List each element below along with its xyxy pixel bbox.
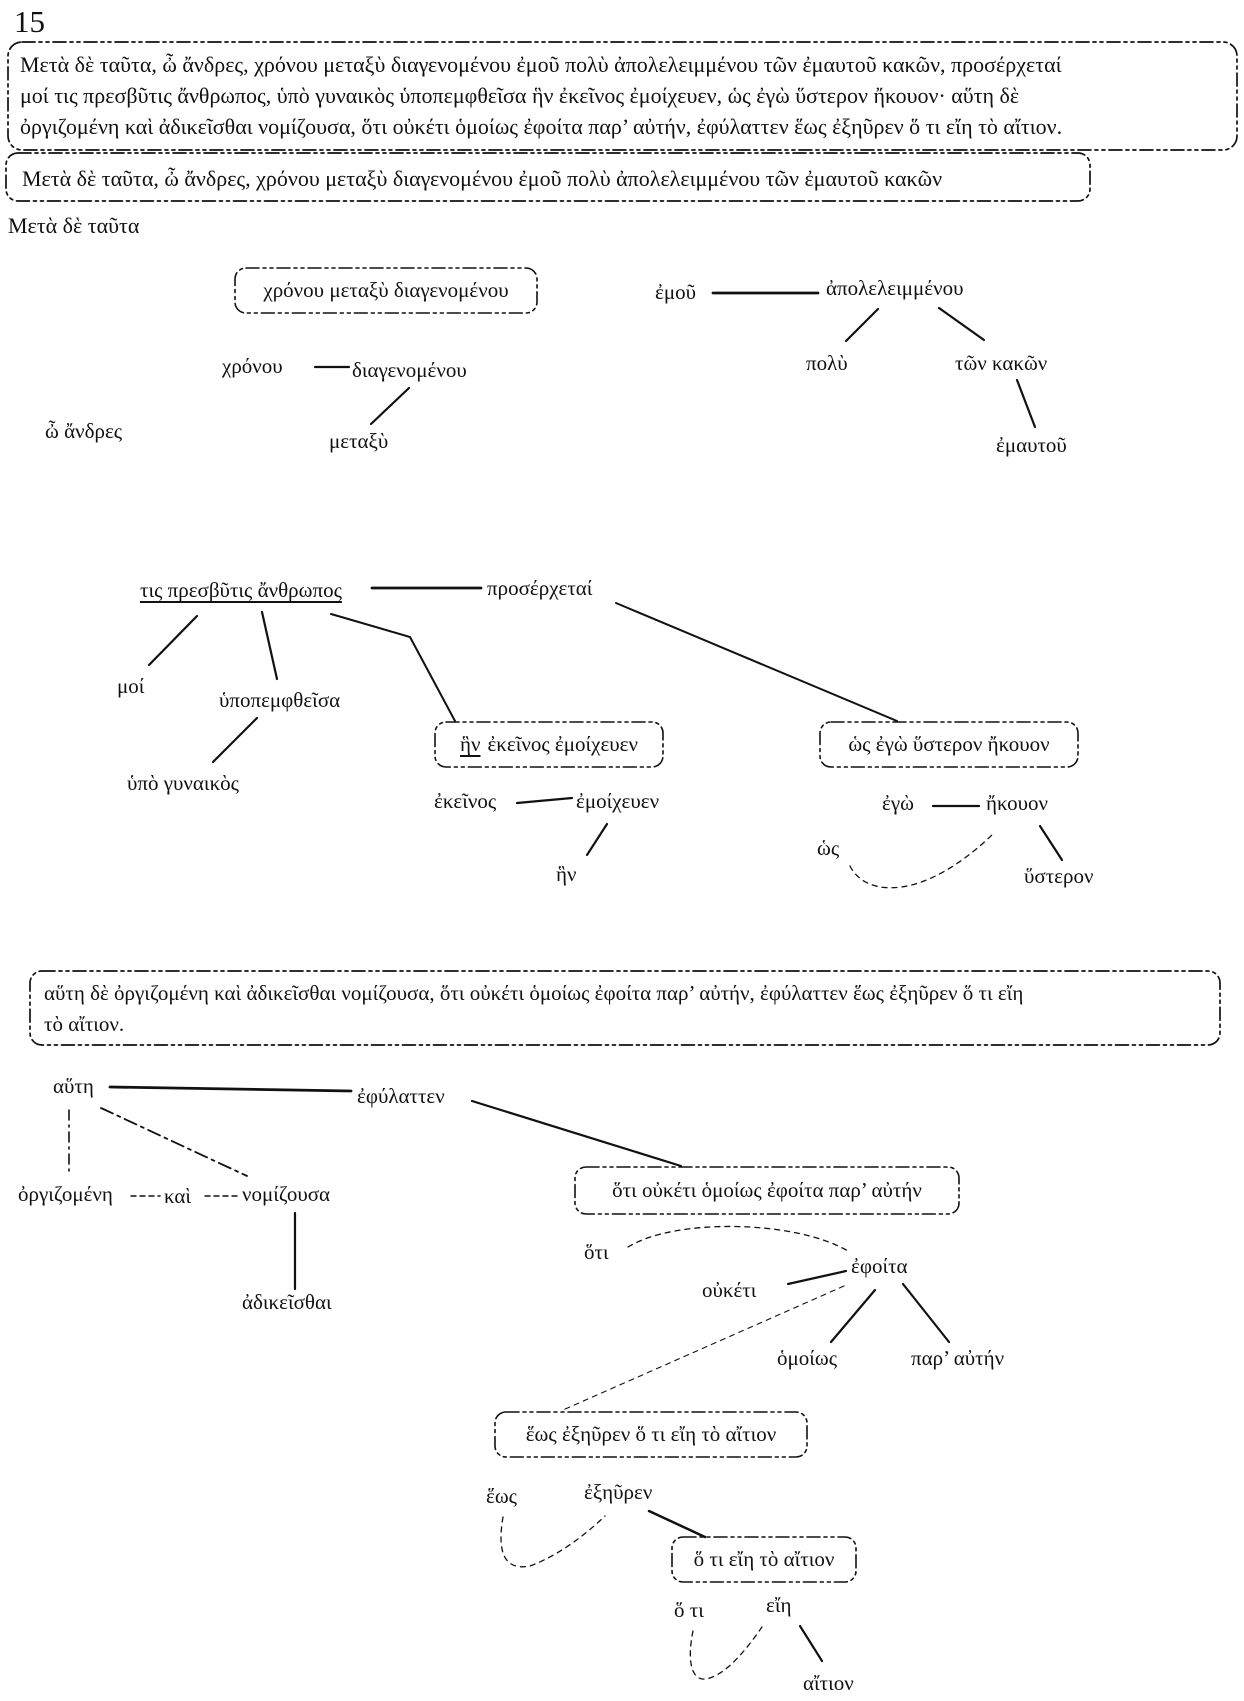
- full-text-line-1: Μετὰ δὲ ταῦτα, ὦ ἄνδρες, χρόνου μεταξὺ διαγενομένου ἐμοῦ πολὺ ἀπολελειμμένου τῶν ἐμαυτοῦ κακῶν, προσέρχεταί: [20, 52, 1062, 77]
- line-presbutis-hupopemphtheisa: [262, 612, 277, 679]
- node-hoti: ὅτι: [584, 1240, 609, 1264]
- line-apoleleimmenou-polu: [846, 309, 878, 341]
- line-exeuren-ho-ti-box: [649, 1511, 705, 1537]
- node-hupopemphtheisa: ὑποπεμφθεῖσα: [219, 688, 341, 712]
- line-haute-ephulatten: [110, 1087, 351, 1091]
- node-eie: εἴη: [766, 1593, 792, 1617]
- node-o-andres: ὦ ἄνδρες: [45, 419, 123, 443]
- node-diagenomenou: διαγενομένου: [352, 358, 467, 382]
- node-ouketi: οὐκέτι: [702, 1278, 757, 1302]
- line-anthropos-hen-box: [331, 614, 455, 721]
- line-kakon-emautou: [1017, 380, 1035, 427]
- node-emou: ἐμοῦ: [655, 280, 696, 304]
- line-hupopemphtheisa-gunaikos: [213, 718, 257, 762]
- node-hen-clause: [435, 722, 663, 767]
- line-proserchetai-hos-box: [616, 603, 897, 721]
- line-emoicheuen-hen: [587, 824, 607, 855]
- node-nomizousa: νομίζουσα: [242, 1182, 331, 1206]
- node-ephoita: ἐφοίτα: [851, 1254, 908, 1278]
- node-ton-kakon: τῶν κακῶν: [955, 351, 1048, 375]
- page-number: 15: [14, 4, 45, 39]
- node-polu: πολὺ: [806, 351, 848, 375]
- node-ephulatten: ἐφύλαττεν: [357, 1084, 445, 1108]
- clause1-text: Μετὰ δὲ ταῦτα, ὦ ἄνδρες, χρόνου μεταξὺ διαγενομένου ἐμοῦ πολὺ ἀπολελειμμένου τῶν ἐμαυτοῦ κακῶν: [22, 166, 943, 191]
- node-exeuren: ἐξηῦρεν: [584, 1480, 653, 1504]
- node-kai: καὶ: [164, 1184, 192, 1208]
- node-chronou-phrase: χρόνου μεταξὺ διαγενομένου: [263, 278, 509, 302]
- curve-hos-ekouon: [850, 832, 995, 888]
- line-ekeinos-emoicheuen: [517, 798, 572, 803]
- clause3-line-1: αὕτη δὲ ὀργιζομένη καὶ ἀδικεῖσθαι νομίζουσα, ὅτι οὐκέτι ὁμοίως ἐφοίτα παρ’ αὐτήν, ἐφύλαττεν ἕως ἐξηῦρεν ὅ τι εἴη: [44, 981, 1024, 1005]
- dashdot-haute-nomizousa: [101, 1108, 247, 1176]
- node-emoicheuen: ἐμοίχευεν: [576, 789, 660, 813]
- node-ekouon: ἤκουον: [986, 791, 1048, 815]
- line-eie-aition: [800, 1626, 822, 1661]
- clause3-line-2: τὸ αἴτιον.: [44, 1012, 125, 1036]
- node-husteron: ὕστερον: [1024, 864, 1094, 888]
- curve-heos-exeuren: [501, 1516, 605, 1567]
- line-ekouon-husteron: [1040, 826, 1062, 860]
- curve-ho-ti-eie: [690, 1627, 762, 1679]
- node-ekeinos: ἐκεῖνος: [434, 789, 497, 813]
- full-text-line-3: ὀργιζομένη καὶ ἀδικεῖσθαι νομίζουσα, ὅτι οὐκέτι ὁμοίως ἐφοίτα παρ’ αὐτήν, ἐφύλαττεν ἕως ἐξηῦρεν ὅ τι εἴη τὸ αἴτιον.: [20, 114, 1063, 139]
- node-emautou: ἐμαυτοῦ: [996, 433, 1067, 457]
- line-diagenomenou-metaxu: [371, 388, 409, 424]
- node-homoios: ὁμοίως: [777, 1346, 838, 1370]
- node-haute: αὕτη: [53, 1074, 94, 1098]
- line-ephulatten-hoti-box: [472, 1101, 681, 1166]
- node-heos-clause: ἕως ἐξηῦρεν ὅ τι εἴη τὸ αἴτιον: [525, 1422, 777, 1446]
- node-heos: ἕως: [486, 1484, 517, 1508]
- node-chronou: χρόνου: [222, 354, 283, 378]
- node-hupo-gunaikos: ὑπὸ γυναικὸς: [127, 771, 239, 795]
- node-ho-ti-clause: ὅ τι εἴη τὸ αἴτιον: [693, 1547, 835, 1571]
- node-meta-de-tauta: Μετὰ δὲ ταῦτα: [8, 213, 140, 238]
- line-tis-moi: [149, 616, 197, 665]
- node-proserchetai: προσέρχεταί: [487, 576, 593, 600]
- node-apoleleimmenou: ἀπολελειμμένου: [826, 276, 964, 300]
- node-hos: ὡς: [817, 836, 840, 860]
- node-ho-ti: ὅ τι: [674, 1598, 704, 1622]
- node-hoti-clause: ὅτι οὐκέτι ὁμοίως ἐφοίτα παρ’ αὐτήν: [612, 1178, 922, 1202]
- node-moi: μοί: [117, 674, 145, 698]
- node-par-auten: παρ’ αὐτήν: [911, 1346, 1005, 1370]
- node-tis-presbutis-anthropos: τις πρεσβῦτις ἄνθρωπος: [140, 578, 342, 602]
- node-aition: αἴτιον: [803, 1671, 854, 1695]
- line-ephoita-par-auten: [903, 1284, 949, 1342]
- hen-clause-rest: ἐκεῖνος ἐμοίχευεν: [487, 732, 638, 756]
- curve-hoti-ephoita: [628, 1226, 848, 1251]
- node-metaxu: μεταξὺ: [329, 429, 389, 453]
- hen-clause-head: ἣν: [460, 732, 481, 756]
- node-adikeisthai: ἀδικεῖσθαι: [242, 1290, 332, 1314]
- line-ouketi-ephoita: [788, 1271, 846, 1284]
- node-hos-clause: ὡς ἐγὼ ὕστερον ἤκουον: [848, 732, 1050, 756]
- line-apoleleimmenou-kakon: [939, 308, 984, 340]
- line-ephoita-homoios: [831, 1290, 875, 1342]
- node-hen: ἣν: [556, 862, 577, 886]
- node-ego: ἐγὼ: [882, 791, 914, 815]
- full-text-line-2: μοί τις πρεσβῦτις ἄνθρωπος, ὑπὸ γυναικὸς ὑποπεμφθεῖσα ἣν ἐκεῖνος ἐμοίχευεν, ὡς ἐγὼ ὕστερον ἤκουον· αὕτη δὲ: [20, 83, 1020, 108]
- node-orgizomene: ὀργιζομένη: [18, 1182, 113, 1206]
